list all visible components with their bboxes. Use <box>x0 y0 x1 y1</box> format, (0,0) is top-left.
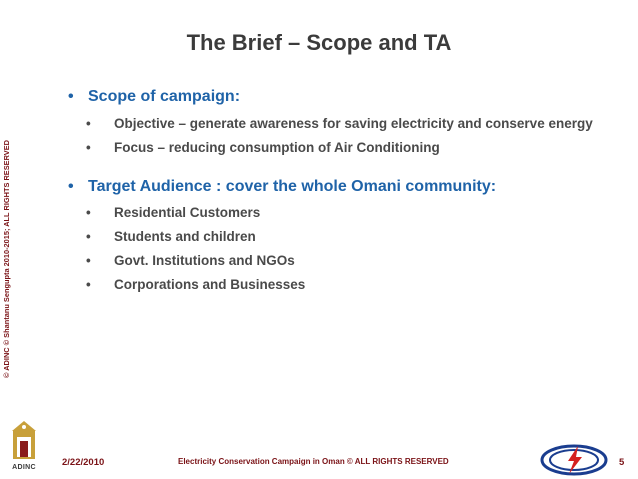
adinc-logo-text: ADINC <box>12 464 36 471</box>
bullet-dot-icon: • <box>68 178 74 195</box>
bullet-target-audience-heading <box>62 176 622 198</box>
list-item-text: Corporations and Businesses <box>114 277 306 292</box>
scope-heading-text: Scope of campaign: <box>88 88 241 105</box>
adinc-building-icon <box>6 419 42 461</box>
list-item-text: Students and children <box>114 229 256 244</box>
bullet-dot-icon: • <box>86 229 91 244</box>
list-item <box>80 251 622 270</box>
side-copyright: © ADINC © Shantanu Sengupta 2010-2015; ALL RIGHTS RESERVED <box>2 140 11 378</box>
bullet-dot-icon: • <box>86 205 91 220</box>
electricity-authority-logo <box>540 444 608 476</box>
footer-copyright: Electricity Conservation Campaign in Oman © ALL RIGHTS RESERVED <box>178 457 449 466</box>
scope-items <box>62 114 622 157</box>
slide-content <box>62 86 622 299</box>
slide-title: The Brief – Scope and TA <box>186 30 452 55</box>
bullet-dot-icon: • <box>86 140 91 155</box>
bullet-dot-icon: • <box>86 253 91 268</box>
list-item-text: Focus – reducing consumption of Air Conditioning <box>114 140 440 155</box>
bullet-dot-icon: • <box>86 277 91 292</box>
list-item-text: Govt. Institutions and NGOs <box>114 253 295 268</box>
target-audience-heading-text: Target Audience : cover the whole Omani community: <box>88 178 497 195</box>
list-item <box>80 275 622 294</box>
bullet-dot-icon: • <box>68 88 74 105</box>
list-item-text: Residential Customers <box>114 205 261 220</box>
list-item <box>80 203 622 222</box>
bullet-dot-icon: • <box>86 116 91 131</box>
list-item-text: Objective – generate awareness for saving electricity and conserve energy <box>114 116 593 131</box>
list-item <box>80 114 622 133</box>
list-item <box>80 227 622 246</box>
list-item <box>80 138 622 157</box>
bullet-scope-heading <box>62 86 622 108</box>
adinc-logo <box>6 419 42 471</box>
footer-date: 2/22/2010 <box>62 457 105 468</box>
target-audience-items <box>62 203 622 294</box>
page-number: 5 <box>619 457 625 468</box>
electricity-authority-icon <box>540 444 608 476</box>
